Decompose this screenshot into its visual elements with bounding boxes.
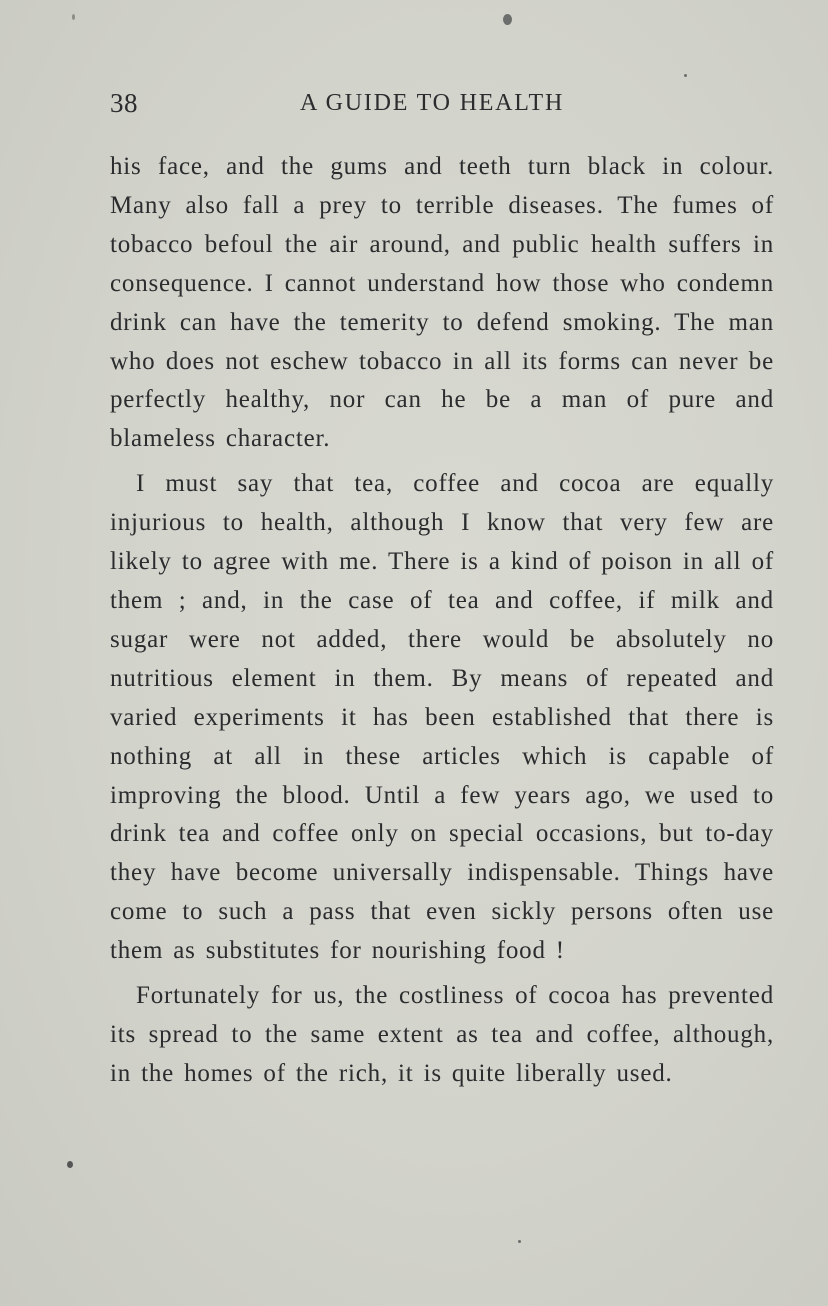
paragraph-tea-coffee-cocoa: I must say that tea, coffee and cocoa are equally injurious to health, although I know that very few are likely to agree with me. There is a kind of poison in all of them ; and, in the case of tea and coffee, if milk and sugar were not added, there would be absolutely no nutritious element in them. By means of repeated and varied experiments it has been established that there is nothing at all in these articles which is capable of improving the blood. Until a few years ago, we used to drink tea and coffee only on special occasions, but to-day they have become universally indispensable. Things have come to such a pass that even sickly persons often use them as substitutes for nourishing food !	[110, 470, 774, 965]
ink-speck	[518, 1240, 521, 1243]
ink-speck	[72, 14, 75, 20]
page-header	[110, 88, 774, 128]
ink-speck	[684, 74, 687, 77]
paragraph-cocoa-cost: Fortunately for us, the costliness of cocoa has prevented its spread to the same extent as tea and coffee, although, in the homes of the rich, it is quite liberally used.	[110, 982, 774, 1087]
ink-speck	[67, 1161, 73, 1168]
body-text	[110, 148, 774, 1094]
running-head: A GUIDE TO HEALTH	[300, 90, 565, 116]
ink-speck	[503, 14, 512, 25]
page-number: 38	[110, 88, 138, 118]
paragraph-tobacco: his face, and the gums and teeth turn black in colour. Many also fall a prey to terrible diseases. The fumes of tobacco befoul the air around, and public health suffers in consequence. I cannot understand how those who condemn drink can have the temerity to defend smoking. The man who does not eschew tobacco in all its forms can never be perfectly healthy, nor can he be a man of pure and blameless character.	[110, 153, 774, 453]
